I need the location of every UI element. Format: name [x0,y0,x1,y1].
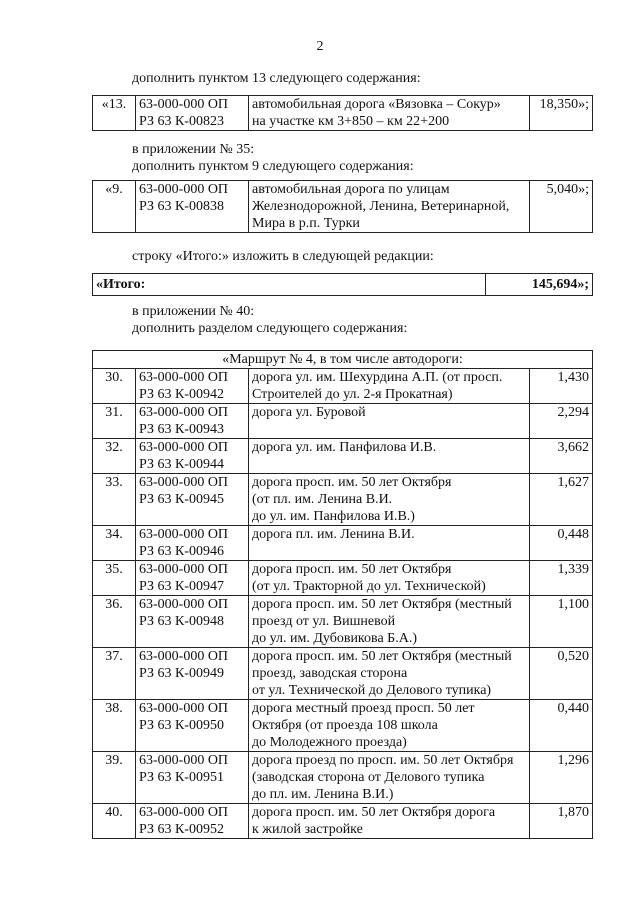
road-code [136,804,249,839]
description-line: до пл. им. Ленина В.И.) [252,787,394,802]
road-code-line: РЗ 63 К-00948 [139,614,224,629]
road-code [136,181,249,233]
road-code-line: 63-000-000 ОП [139,475,229,490]
road-length: 18,350»; [530,96,593,131]
paragraph-appendix-40: в приложении № 40: [132,304,255,319]
road-code-line: 63-000-000 ОП [139,370,229,385]
road-description [249,526,530,561]
road-length: 5,040»; [530,181,593,233]
road-code [136,596,249,648]
description-line: дорога ул. им. Панфилова И.В. [252,440,437,455]
table-row [93,404,593,439]
row-number: «13. [93,96,136,131]
road-description [249,474,530,526]
road-code [136,700,249,752]
paragraph-total: строку «Итого:» изложить в следующей редакции: [132,249,434,264]
row-number: 40. [93,804,136,839]
description-line: проезд, заводская сторона [252,666,408,681]
row-number: 37. [93,648,136,700]
table-row [93,474,593,526]
road-code [136,648,249,700]
row-number: 30. [93,369,136,404]
road-description [249,561,530,596]
description-line: (от ул. Тракторной до ул. Технической) [252,579,486,594]
description-line: от ул. Технической до Делового тупика) [252,683,492,698]
road-code-line: РЗ 63 К-00951 [139,770,224,785]
road-code-line: РЗ 63 К-00947 [139,579,224,594]
table-row [93,561,593,596]
row-number: 33. [93,474,136,526]
road-description [249,404,530,439]
road-code-line: 63-000-000 ОП [139,405,229,420]
road-code-line: РЗ 63 К-00942 [139,387,224,402]
table-row [93,596,593,648]
table-row [93,804,593,839]
total-table [92,273,593,296]
description-line: дорога проезд по просп. им. 50 лет Октября [252,753,514,768]
row-number: 36. [93,596,136,648]
paragraph-appendix-35: в приложении № 35: [132,142,255,157]
road-code [136,96,249,131]
table-row [93,700,593,752]
road-code [136,369,249,404]
road-code-line: 63-000-000 ОП [139,562,229,577]
table-row [93,526,593,561]
road-code [136,474,249,526]
description-line: к жилой застройке [252,822,363,837]
description-line: до Молодежного проезда) [252,735,407,750]
road-length: 2,294 [530,404,593,439]
row-number: 39. [93,752,136,804]
road-code-line: 63-000-000 ОП [139,182,229,197]
description-line: Железнодорожной, Ленина, Ветеринарной, [252,199,510,214]
road-code [136,752,249,804]
road-length: 3,662 [530,439,593,474]
road-length: 0,440 [530,700,593,752]
road-code-line: 63-000-000 ОП [139,440,229,455]
paragraph-add-section: дополнить разделом следующего содержания: [132,321,408,336]
road-code-line: РЗ 63 К-00946 [139,544,224,559]
road-code-line: РЗ 63 К-00943 [139,422,224,437]
road-code-line: РЗ 63 К-00952 [139,822,224,837]
road-code-line: 63-000-000 ОП [139,753,229,768]
road-code-line: РЗ 63 К-00949 [139,666,224,681]
total-value: 145,694»; [486,274,593,296]
road-length: 1,627 [530,474,593,526]
description-line: дорога местный проезд просп. 50 лет [252,701,475,716]
description-line: Мира в р.п. Турки [252,216,360,231]
description-line: автомобильная дорога по улицам [252,182,450,197]
road-description [249,96,530,131]
paragraph-add-item-9: дополнить пунктом 9 следующего содержания: [132,159,414,174]
road-code [136,404,249,439]
road-code-line: 63-000-000 ОП [139,597,229,612]
description-line: на участке км 3+850 – км 22+200 [252,114,450,129]
total-label: «Итого: [93,274,486,296]
road-description [249,181,530,233]
description-line: Октября (от проезда 108 школа [252,718,438,733]
table-row [93,439,593,474]
description-line: до ул. им. Панфилова И.В.) [252,509,415,524]
road-code-line: РЗ 63 К-00823 [139,114,224,129]
table-row [93,274,593,296]
paragraph-intro: дополнить пунктом 13 следующего содержания: [132,71,421,86]
road-code-line: 63-000-000 ОП [139,701,229,716]
road-code-line: РЗ 63 К-00950 [139,718,224,733]
page-number: 2 [316,39,324,54]
row-number: 38. [93,700,136,752]
row-number: 31. [93,404,136,439]
route-4-table [92,350,593,839]
table-row [93,648,593,700]
description-line: дорога просп. им. 50 лет Октября (местный [252,597,512,612]
road-code [136,561,249,596]
table-row [93,369,593,404]
description-line: проезд от ул. Вишневой [252,614,396,629]
road-description [249,700,530,752]
table-row [93,752,593,804]
description-line: (от пл. им. Ленина В.И. [252,492,393,507]
road-description [249,648,530,700]
row-number: 32. [93,439,136,474]
road-length: 1,430 [530,369,593,404]
description-line: Строителей до ул. 2-я Прокатная) [252,387,453,402]
table-row [93,96,593,131]
road-length: 1,100 [530,596,593,648]
road-code-line: 63-000-000 ОП [139,527,229,542]
road-length: 0,448 [530,526,593,561]
road-length: 1,339 [530,561,593,596]
row-number: «9. [93,181,136,233]
description-line: автомобильная дорога «Вязовка – Сокур» [252,97,501,112]
description-line: дорога ул. им. Шехурдина А.П. (от просп. [252,370,503,385]
road-code-line: РЗ 63 К-00944 [139,457,224,472]
road-code-line: 63-000-000 ОП [139,805,229,820]
description-line: (заводская сторона от Делового тупика [252,770,485,785]
row-number: 34. [93,526,136,561]
road-length: 0,520 [530,648,593,700]
road-code [136,526,249,561]
description-line: дорога просп. им. 50 лет Октября [252,475,452,490]
road-code [136,439,249,474]
description-line: дорога просп. им. 50 лет Октября (местный [252,649,512,664]
row-number: 35. [93,561,136,596]
road-description [249,804,530,839]
road-code-line: 63-000-000 ОП [139,97,229,112]
table-row [93,181,593,233]
description-line: дорога пл. им. Ленина В.И. [252,527,415,542]
description-line: дорога ул. Буровой [252,405,366,420]
road-length: 1,296 [530,752,593,804]
road-description [249,596,530,648]
road-code-line: РЗ 63 К-00945 [139,492,224,507]
item-13-table [92,95,593,131]
road-description [249,369,530,404]
description-line: дорога просп. им. 50 лет Октября дорога [252,805,496,820]
road-code-line: 63-000-000 ОП [139,649,229,664]
description-line: дорога просп. им. 50 лет Октября [252,562,452,577]
road-description [249,439,530,474]
table-header-row [93,351,593,369]
road-description [249,752,530,804]
route-header: «Маршрут № 4, в том числе автодороги: [93,351,593,369]
description-line: до ул. им. Дубовикова Б.А.) [252,631,417,646]
item-9-table [92,180,593,233]
road-length: 1,870 [530,804,593,839]
road-code-line: РЗ 63 К-00838 [139,199,224,214]
